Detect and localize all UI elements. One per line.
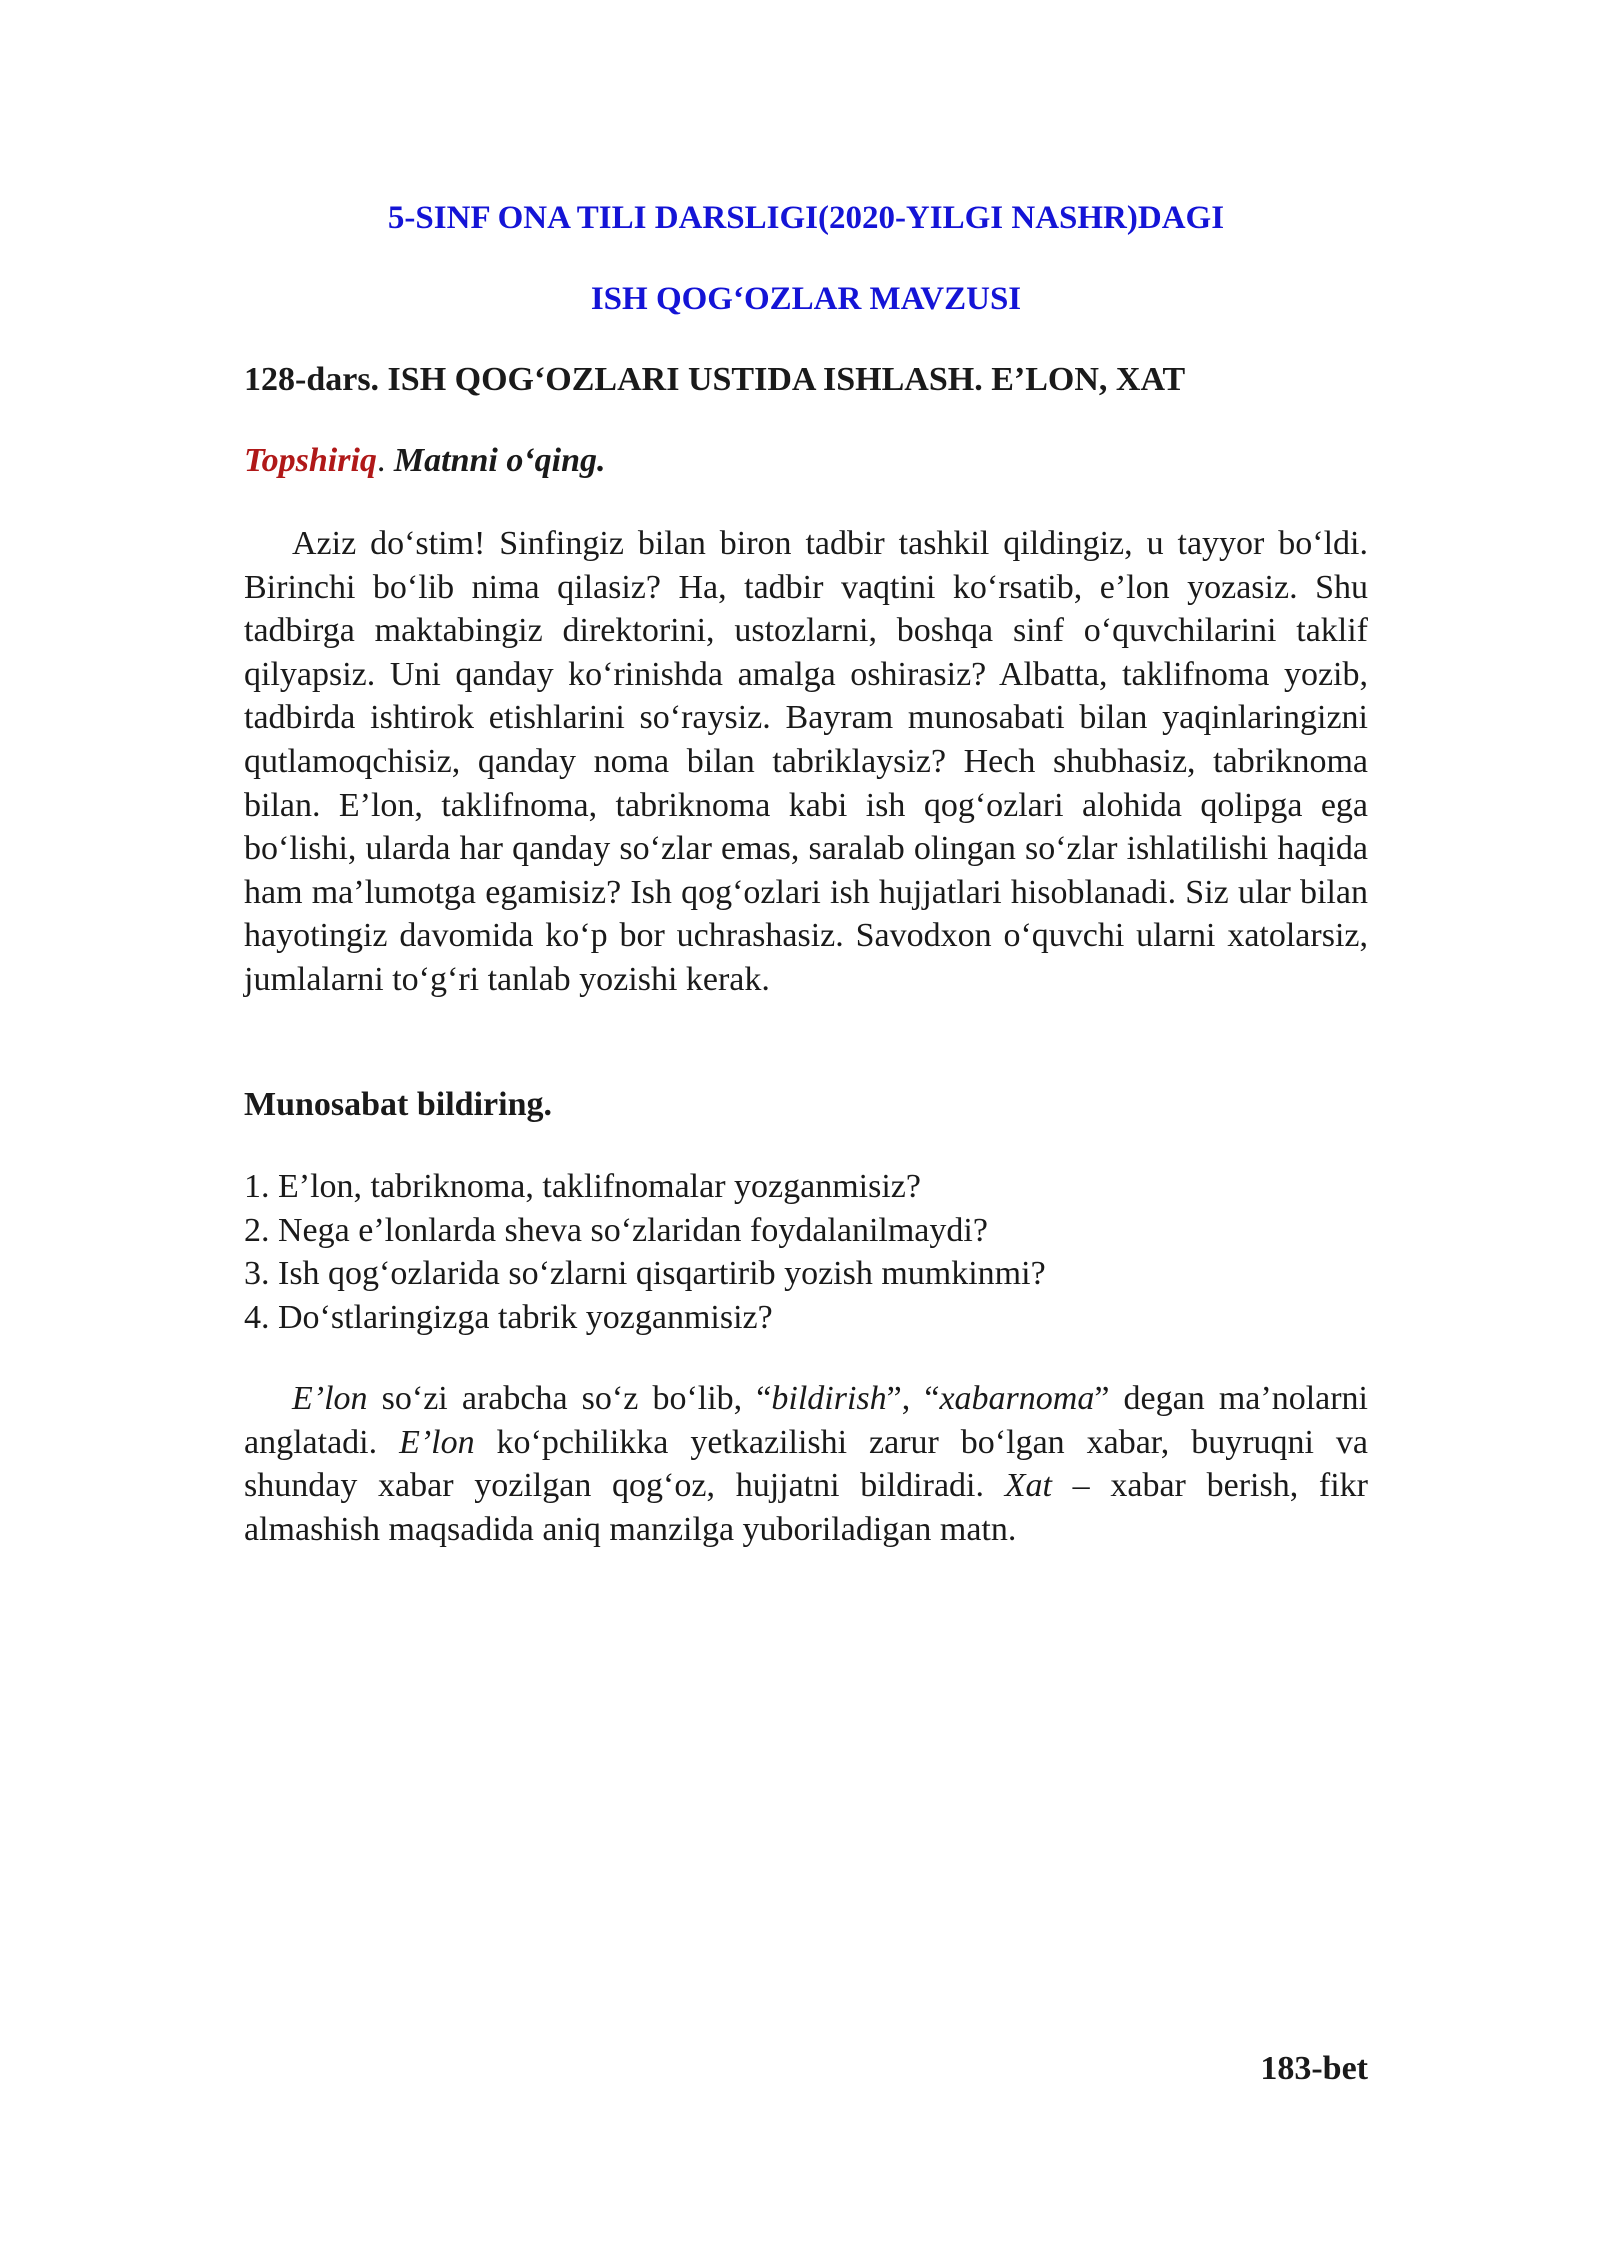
definition-term-elon: E’lon xyxy=(292,1380,368,1417)
question-list xyxy=(244,1165,1046,1339)
document-title-line2: ISH QOG‘OZLAR MAVZUSI xyxy=(590,281,1022,317)
question-item: 3. Ish qog‘ozlarida so‘zlarni qisqartirib yozish mumkinmi? xyxy=(244,1255,1046,1293)
definition-text: ”, “ xyxy=(886,1380,940,1417)
document-title-line1: 5-SINF ONA TILI DARSLIGI(2020-YILGI NASHR)DAGI xyxy=(387,200,1225,236)
definition-text: ” degan ma’nolarni anglatadi. xyxy=(244,1380,1369,1461)
definition-meaning: bildirish xyxy=(771,1380,887,1417)
task-line xyxy=(244,441,606,481)
page-number: 183-bet xyxy=(1260,2050,1368,2087)
definition-text: ko‘pchilikka yetkazilishi zarur bo‘lgan xabar, buyruqni va shunday xabar yozilgan qog‘oz, hujjatni bildiradi. xyxy=(244,1423,1368,1505)
task-separator: . xyxy=(376,442,394,479)
definition-term-xat: Xat xyxy=(1004,1467,1052,1505)
question-item: 4. Do‘stlaringizga tabrik yozganmisiz? xyxy=(244,1298,773,1336)
discussion-heading: Munosabat bildiring. xyxy=(244,1086,552,1123)
question-item: 2. Nega e’lonlarda sheva so‘zlaridan foydalanilmaydi? xyxy=(244,1211,988,1249)
reading-text: Aziz do‘stim! Sinfingiz bilan biron tadbir tashkil qildingiz, u tayyor bo‘ldi. Birinchi bo‘lib nima qilasiz? Ha, tadbir vaqtini ko‘rsatib, e’lon yozasiz. Shu tadbirga maktabingiz direktorini, ustozlarni, boshqa sinf o‘quvchilarini taklif qilyapsiz. Uni qanday ko‘rinishda amalga oshirasiz? Albatta, taklifnoma yozib, tadbirda ishtirok etishlarini so‘raysiz. Bayram munosabati bilan yaqinlaringizni qutlamoqchisiz, qanday noma bilan tabriklaysiz? Hech shubhasiz, tabriknoma bilan. E’lon, taklifnoma, tabriknoma kabi ish qog‘ozlari alohida qolipga ega bo‘lishi, ularda har qanday so‘zlar emas, saralab olingan so‘zlar ishlatilishi haqida ham ma’lumotga egamisiz? Ish qog‘ozlari ish hujjatlari hisoblanadi. Siz ular bilan hayotingiz davomida ko‘p bor uchrashasiz. Savodxon o‘quvchi ularni xatolarsiz, jumlalarni to‘g‘ri tanlab yozishi kerak. xyxy=(244,525,1368,998)
task-instruction: Matnni o‘qing. xyxy=(393,442,606,479)
task-label: Topshiriq xyxy=(244,442,377,479)
definition-paragraph xyxy=(244,1377,1368,1551)
question-item: 1. E’lon, tabriknoma, taklifnomalar yozganmisiz? xyxy=(244,1168,921,1205)
definition-term-elon: E’lon xyxy=(399,1423,475,1461)
definition-text: so‘zi arabcha so‘z bo‘lib, “ xyxy=(367,1380,772,1417)
lesson-title: 128-dars. ISH QOG‘OZLARI USTIDA ISHLASH. E’LON, XAT xyxy=(244,361,1186,398)
definition-meaning: xabarnoma xyxy=(939,1380,1095,1417)
definition-text: – xabar berish, fikr almashish maqsadida aniq manzilga yuboriladigan matn. xyxy=(244,1467,1369,1548)
